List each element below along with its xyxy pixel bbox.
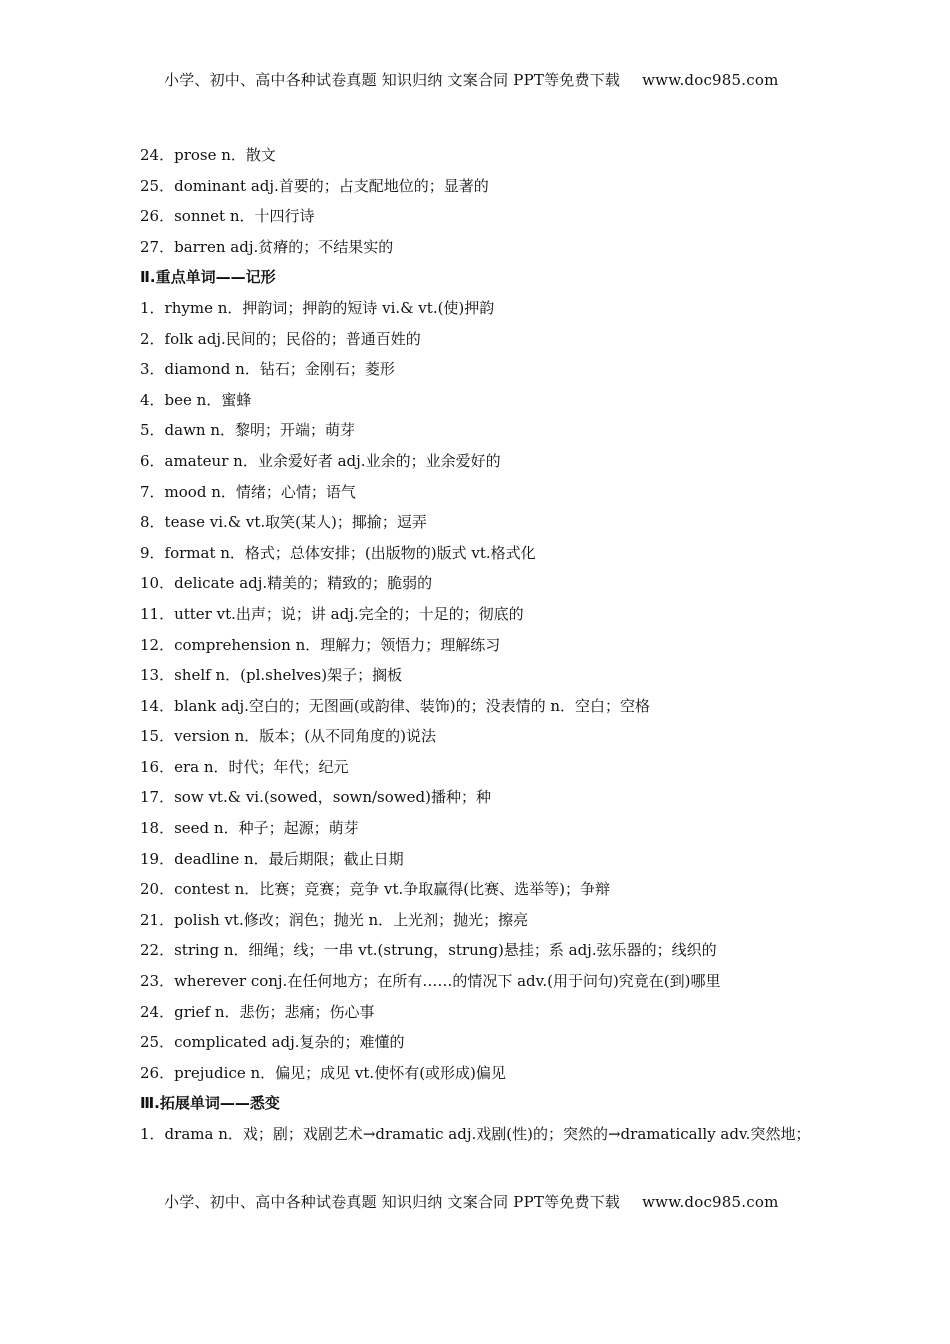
page-header (164, 69, 924, 90)
list-item: 1．rhyme n．押韵词；押韵的短诗 vi.& vt.(使)押韵 (140, 298, 495, 317)
list-item: 17．sow vt.& vi.(sowed，sown/sowed)播种；种 (140, 788, 491, 807)
list-item: 20．contest n．比赛；竞赛；竞争 vt.争取赢得(比赛、选举等)；争辩 (140, 880, 611, 899)
list-item: 10．delicate adj.精美的；精致的；脆弱的 (140, 574, 433, 593)
list-item: 25．dominant adj.首要的；占支配地位的；显著的 (140, 176, 489, 195)
list-item: 8．tease vi.& vt.取笑(某人)；揶揄；逗弄 (140, 513, 427, 532)
list-item: 6．amateur n．业余爱好者 adj.业余的；业余爱好的 (140, 451, 501, 470)
list-item: 7．mood n．情绪；心情；语气 (140, 482, 356, 501)
list-item: 18．seed n．种子；起源；萌芽 (140, 819, 359, 838)
section-heading: Ⅱ.重点单词——记形 (140, 268, 276, 287)
list-item: 2．folk adj.民间的；民俗的；普通百姓的 (140, 329, 421, 348)
list-item: 24．grief n．悲伤；悲痛；伤心事 (140, 1002, 375, 1021)
list-item: 1．drama n．戏；剧；戏剧艺术→dramatic adj.戏剧(性)的；突然的→dramatically adv.突然地； (140, 1125, 811, 1143)
list-item: 16．era n．时代；年代；纪元 (140, 757, 349, 776)
footer-url[interactable]: www.doc985.com (642, 1193, 779, 1211)
list-item: 26．sonnet n．十四行诗 (140, 207, 315, 226)
list-item: 23．wherever conj.在任何地方；在所有……的情况下 adv.(用于问句)究竟在(到)哪里 (140, 972, 721, 991)
vocabulary-list (140, 140, 920, 1150)
list-item: 25．complicated adj.复杂的；难懂的 (140, 1033, 405, 1052)
list-item: 27．barren adj.贫瘠的；不结果实的 (140, 237, 394, 256)
list-item: 13．shelf n．(pl.shelves)架子；搁板 (140, 666, 403, 685)
list-item: 9．format n．格式；总体安排；(出版物的)版式 vt.格式化 (140, 543, 536, 562)
list-item: 11．utter vt.出声；说；讲 adj.完全的；十足的；彻底的 (140, 604, 524, 623)
list-item: 3．diamond n．钻石；金刚石；菱形 (140, 360, 395, 379)
list-item: 4．bee n．蜜蜂 (140, 390, 252, 409)
page-footer (164, 1191, 924, 1212)
list-item: 26．prejudice n．偏见；成见 vt.使怀有(或形成)偏见 (140, 1063, 506, 1082)
section-heading: Ⅲ.拓展单词——悉变 (140, 1094, 280, 1113)
list-item: 5．dawn n．黎明；开端；萌芽 (140, 421, 356, 440)
footer-text: 小学、初中、高中各种试卷真题 知识归纳 文案合同 PPT等免费下载 (164, 1193, 621, 1211)
list-item: 22．string n．细绳；线；一串 vt.(strung，strung)悬挂；系 adj.弦乐器的；线织的 (140, 941, 717, 960)
list-item: 24．prose n．散文 (140, 146, 276, 164)
list-item: 19．deadline n．最后期限；截止日期 (140, 849, 404, 868)
list-item: 15．version n．版本；(从不同角度的)说法 (140, 727, 436, 746)
list-item: 14．blank adj.空白的；无图画(或韵律、装饰)的；没表情的 n．空白；空格 (140, 696, 651, 715)
list-item: 12．comprehension n．理解力；领悟力；理解练习 (140, 635, 501, 654)
header-text: 小学、初中、高中各种试卷真题 知识归纳 文案合同 PPT等免费下载 (164, 71, 621, 89)
list-item: 21．polish vt.修改；润色；抛光 n．上光剂；抛光；擦亮 (140, 910, 529, 929)
header-url[interactable]: www.doc985.com (642, 71, 779, 89)
